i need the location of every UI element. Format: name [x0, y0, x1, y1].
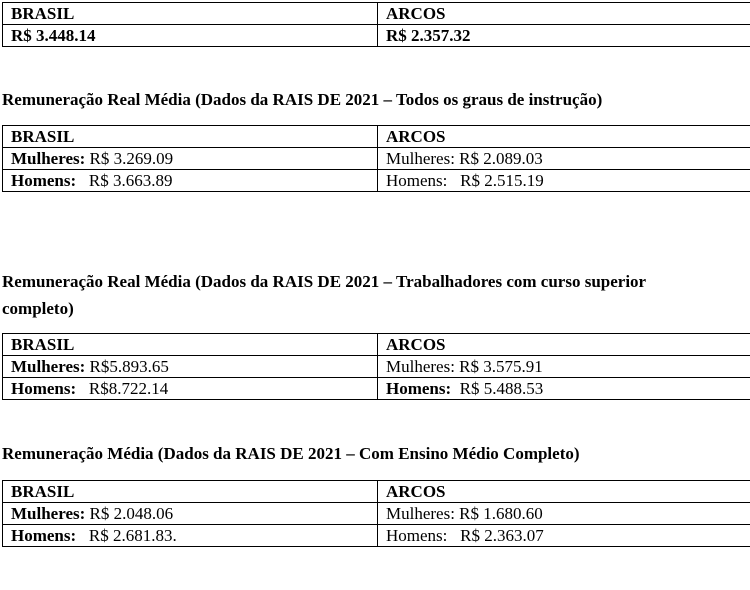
brasil-men-value: R$8.722.14	[76, 379, 169, 398]
all-education-table	[2, 125, 750, 192]
brasil-women-value: R$ 2.048.06	[85, 504, 174, 523]
table-row	[3, 503, 750, 525]
women-label: Mulheres:	[11, 149, 86, 168]
brasil-men-value: R$ 3.663.89	[76, 171, 173, 190]
heading-line-1: Remuneração Real Média (Dados da RAIS DE 2021 – Trabalhadores com curso superior	[2, 272, 647, 291]
brasil-header: BRASIL	[3, 3, 378, 25]
arcos-value: R$ 2.357.32	[378, 25, 750, 47]
brasil-men-cell	[3, 525, 378, 547]
men-label: Homens:	[386, 379, 452, 398]
arcos-women-cell: Mulheres: R$ 2.089.03	[378, 148, 750, 170]
section-heading-higher-education	[2, 268, 750, 322]
arcos-women-cell: Mulheres: R$ 3.575.91	[378, 356, 750, 378]
brasil-men-cell	[3, 170, 378, 192]
higher-education-table	[2, 333, 750, 400]
brasil-women-cell	[3, 148, 378, 170]
women-label: Mulheres:	[11, 357, 86, 376]
women-label: Mulheres:	[11, 504, 86, 523]
high-school-table	[2, 480, 750, 547]
brasil-header: BRASIL	[3, 481, 378, 503]
arcos-men-cell	[378, 378, 750, 400]
brasil-women-cell	[3, 503, 378, 525]
arcos-women-cell: Mulheres: R$ 1.680.60	[378, 503, 750, 525]
men-label: Homens:	[11, 526, 77, 545]
brasil-header: BRASIL	[3, 126, 378, 148]
arcos-header: ARCOS	[378, 481, 750, 503]
brasil-men-value: R$ 2.681.83.	[76, 526, 177, 545]
arcos-header: ARCOS	[378, 3, 750, 25]
section-heading-all-education: Remuneração Real Média (Dados da RAIS DE 2021 – Todos os graus de instrução)	[2, 90, 603, 109]
arcos-men-value: R$ 5.488.53	[451, 379, 544, 398]
men-label: Homens:	[11, 171, 77, 190]
table-row	[3, 170, 750, 192]
brasil-women-cell	[3, 356, 378, 378]
table-row	[3, 334, 750, 356]
table-row	[3, 481, 750, 503]
men-label: Homens:	[11, 379, 77, 398]
table-row	[3, 126, 750, 148]
brasil-men-cell	[3, 378, 378, 400]
brasil-women-value: R$ 3.269.09	[85, 149, 174, 168]
arcos-header: ARCOS	[378, 126, 750, 148]
table-row	[3, 148, 750, 170]
brasil-header: BRASIL	[3, 334, 378, 356]
table-row	[3, 525, 750, 547]
section-heading-high-school: Remuneração Média (Dados da RAIS DE 2021 – Com Ensino Médio Completo)	[2, 444, 580, 463]
heading-line-2: completo)	[2, 299, 74, 318]
table-row	[3, 356, 750, 378]
arcos-men-cell: Homens: R$ 2.515.19	[378, 170, 750, 192]
brasil-value: R$ 3.448.14	[3, 25, 378, 47]
brasil-women-value: R$5.893.65	[85, 357, 169, 376]
table-row	[3, 25, 750, 47]
overall-income-table	[2, 2, 750, 47]
table-row	[3, 3, 750, 25]
table-row	[3, 378, 750, 400]
arcos-header: ARCOS	[378, 334, 750, 356]
arcos-men-cell: Homens: R$ 2.363.07	[378, 525, 750, 547]
